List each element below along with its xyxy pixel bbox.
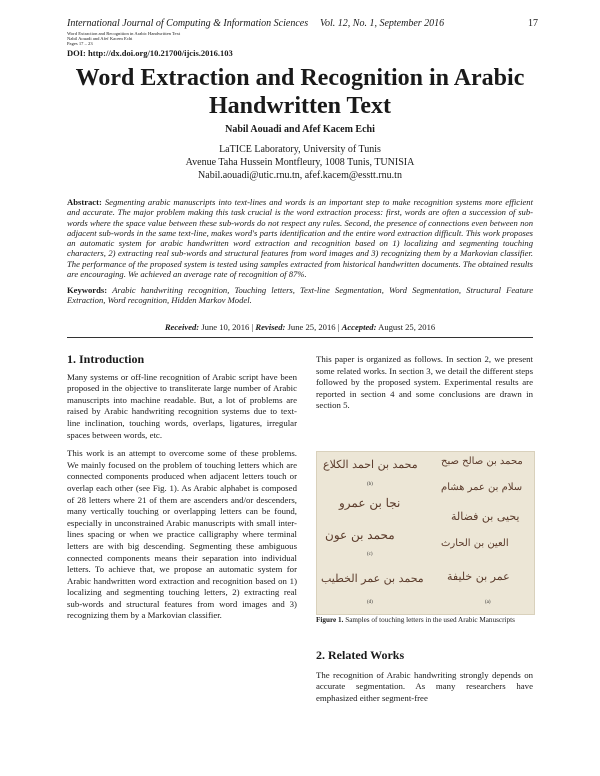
arabic-sample: العين بن الحارث xyxy=(441,538,509,549)
affiliation xyxy=(40,143,560,182)
right-column-bottom xyxy=(316,650,533,711)
intro-paragraph-1: Many systems or off-line recognition of Arabic script have been proposed in the objective to transliterate large number of Arabic manuscripts into machine readable. But, a lot of problems are raised by Arabic handwriting recognition systems due to text-line inclination, touching words, overlaps, ligatures, irregular spaces between words, etc. xyxy=(67,371,297,440)
panel-label-d: (d) xyxy=(367,600,373,605)
figure-1-caption-text: Samples of touching letters in the used Arabic Manuscripts xyxy=(345,616,515,624)
page-number: 17 xyxy=(528,18,538,29)
panel-label-c: (c) xyxy=(367,552,373,557)
arabic-sample: محمد بن عمر الخطيب xyxy=(321,572,424,585)
abstract-label: Abstract: xyxy=(67,197,102,207)
doi-link[interactable]: DOI: http://dx.doi.org/10.21700/ijcis.2016.103 xyxy=(67,48,233,58)
accepted-label: Accepted: xyxy=(341,322,377,332)
organization-paragraph: This paper is organized as follows. In section 2, we present some related works. In section 3, we detail the different steps followed by the proposed system. Experimental results are reported in section 4 and some conclusions are drawn in section 5. xyxy=(316,354,533,411)
journal-volume: Vol. 12, No. 1, September 2016 xyxy=(320,18,445,29)
keywords-text: Arabic handwriting recognition, Touching letters, Text-line Segmentation, Word Segmentation, Structural Feature Extraction, Word recognition, Hidden Markov Model. xyxy=(67,285,534,306)
affiliation-address: Avenue Taha Hussein Montfleury, 1008 Tunis, TUNISIA xyxy=(185,157,415,168)
arabic-sample: محمد بن احمد الكلاع xyxy=(323,458,418,471)
intro-paragraph-2: This work is an attempt to overcome some of these problems. We mainly focused on the problem of touching letters which are connected components produced when adjacent letters touch or overlap each other (see Fig. 1). As Arabic alphabet is composed of 28 letters where 21 of them are ascenders and/or descenders, many vertically touching or overlapping letters can be found, especially in unconstrained Arabic manuscripts with small inter-lines spacing or when we practice calligraphy where terminal letters are with big descending. Segmenting these ambiguous connected components means their separation into individual letters. To achieve that, we propose an automatic system for Arabic handwritten word extraction and recognition based on 1) localizing and segmenting touching letters, 2) extracting real sub-words and structural features from word images and 3) recognizing them by a Markovian classifier. xyxy=(67,448,297,621)
paper-authors: Nabil Aouadi and Afef Kacem Echi xyxy=(225,124,375,135)
running-authors: Nabil Aouadi and Afef Kacem Echi xyxy=(67,36,133,41)
figure-1-image xyxy=(316,451,535,615)
revised-date: June 25, 2016 xyxy=(287,322,336,332)
related-works-paragraph: The recognition of Arabic handwriting strongly depends on accurate segmentation. As many researchers have emphasized either segment-free xyxy=(316,669,533,703)
revised-label: Revised: xyxy=(255,322,286,332)
keywords xyxy=(67,285,533,306)
running-pages: Pages 17 – 23 xyxy=(67,41,93,46)
panel-label-a: (a) xyxy=(485,600,491,605)
keywords-label: Keywords: xyxy=(67,285,108,295)
section-heading-related-works: 2. Related Works xyxy=(316,648,405,662)
publication-dates: Received: June 10, 2016 | Revised: June 25, 2016 | Accepted: August 25, 2016 xyxy=(164,322,436,332)
panel-label-b: (b) xyxy=(367,482,373,487)
received-label: Received: xyxy=(164,322,200,332)
figure-1-label: Figure 1. xyxy=(316,616,344,624)
abstract-text: Segmenting arabic manuscripts into text-lines and words is an important step to make recognition systems more efficient and accurate. The major problem making this task crucial is the word extraction process: first, words are often a succession of sub-words where the space value between these sub-words do not respect any rules. Second, the presence of connections even between non adjacent sub-words in the same text-line, makes word's parts identification and the entire word extraction difficult. This work proposes an automatic system for arabic handwritten word extraction and recognition based on 1) localizing and segmenting touching characters, 2) extracting real sub-words and structural features from word images and 3) recognizing them by a Markovian classifier. The performance of the proposed system is tested using samples extracted from historical handwritten documents. The obtained results are encouraging. We achieved an average rate of recognition of 87%. xyxy=(67,197,533,280)
affiliation-emails: Nabil.aouadi@utic.rnu.tn, afef.kacem@esstt.rnu.tn xyxy=(198,170,402,181)
arabic-sample: عمر بن خليفة xyxy=(447,570,510,583)
accepted-date: August 25, 2016 xyxy=(378,322,436,332)
figure-1-caption xyxy=(316,616,533,625)
journal-name: International Journal of Computing & Information Sciences xyxy=(67,18,309,29)
arabic-sample: محمد بن صالح صبح xyxy=(441,456,523,467)
received-date: June 10, 2016 xyxy=(201,322,250,332)
arabic-sample: يحيى بن فضالة xyxy=(451,510,520,523)
paper-title: Word Extraction and Recognition in Arabic Handwritten Text xyxy=(75,65,525,119)
abstract xyxy=(67,197,533,279)
arabic-sample: نجا بن عمرو xyxy=(339,496,401,510)
arabic-sample: سلام بن عمر هشام xyxy=(441,482,523,493)
dates-divider xyxy=(67,337,533,338)
affiliation-lab: LaTICE Laboratory, University of Tunis xyxy=(219,144,381,155)
running-title: Word Extraction and Recognition in Arabic Handwritten Text xyxy=(67,31,181,36)
right-column-top xyxy=(316,354,533,419)
arabic-sample: محمد بن عون xyxy=(325,528,395,542)
left-column xyxy=(67,354,297,629)
section-heading-introduction: 1. Introduction xyxy=(67,352,145,366)
